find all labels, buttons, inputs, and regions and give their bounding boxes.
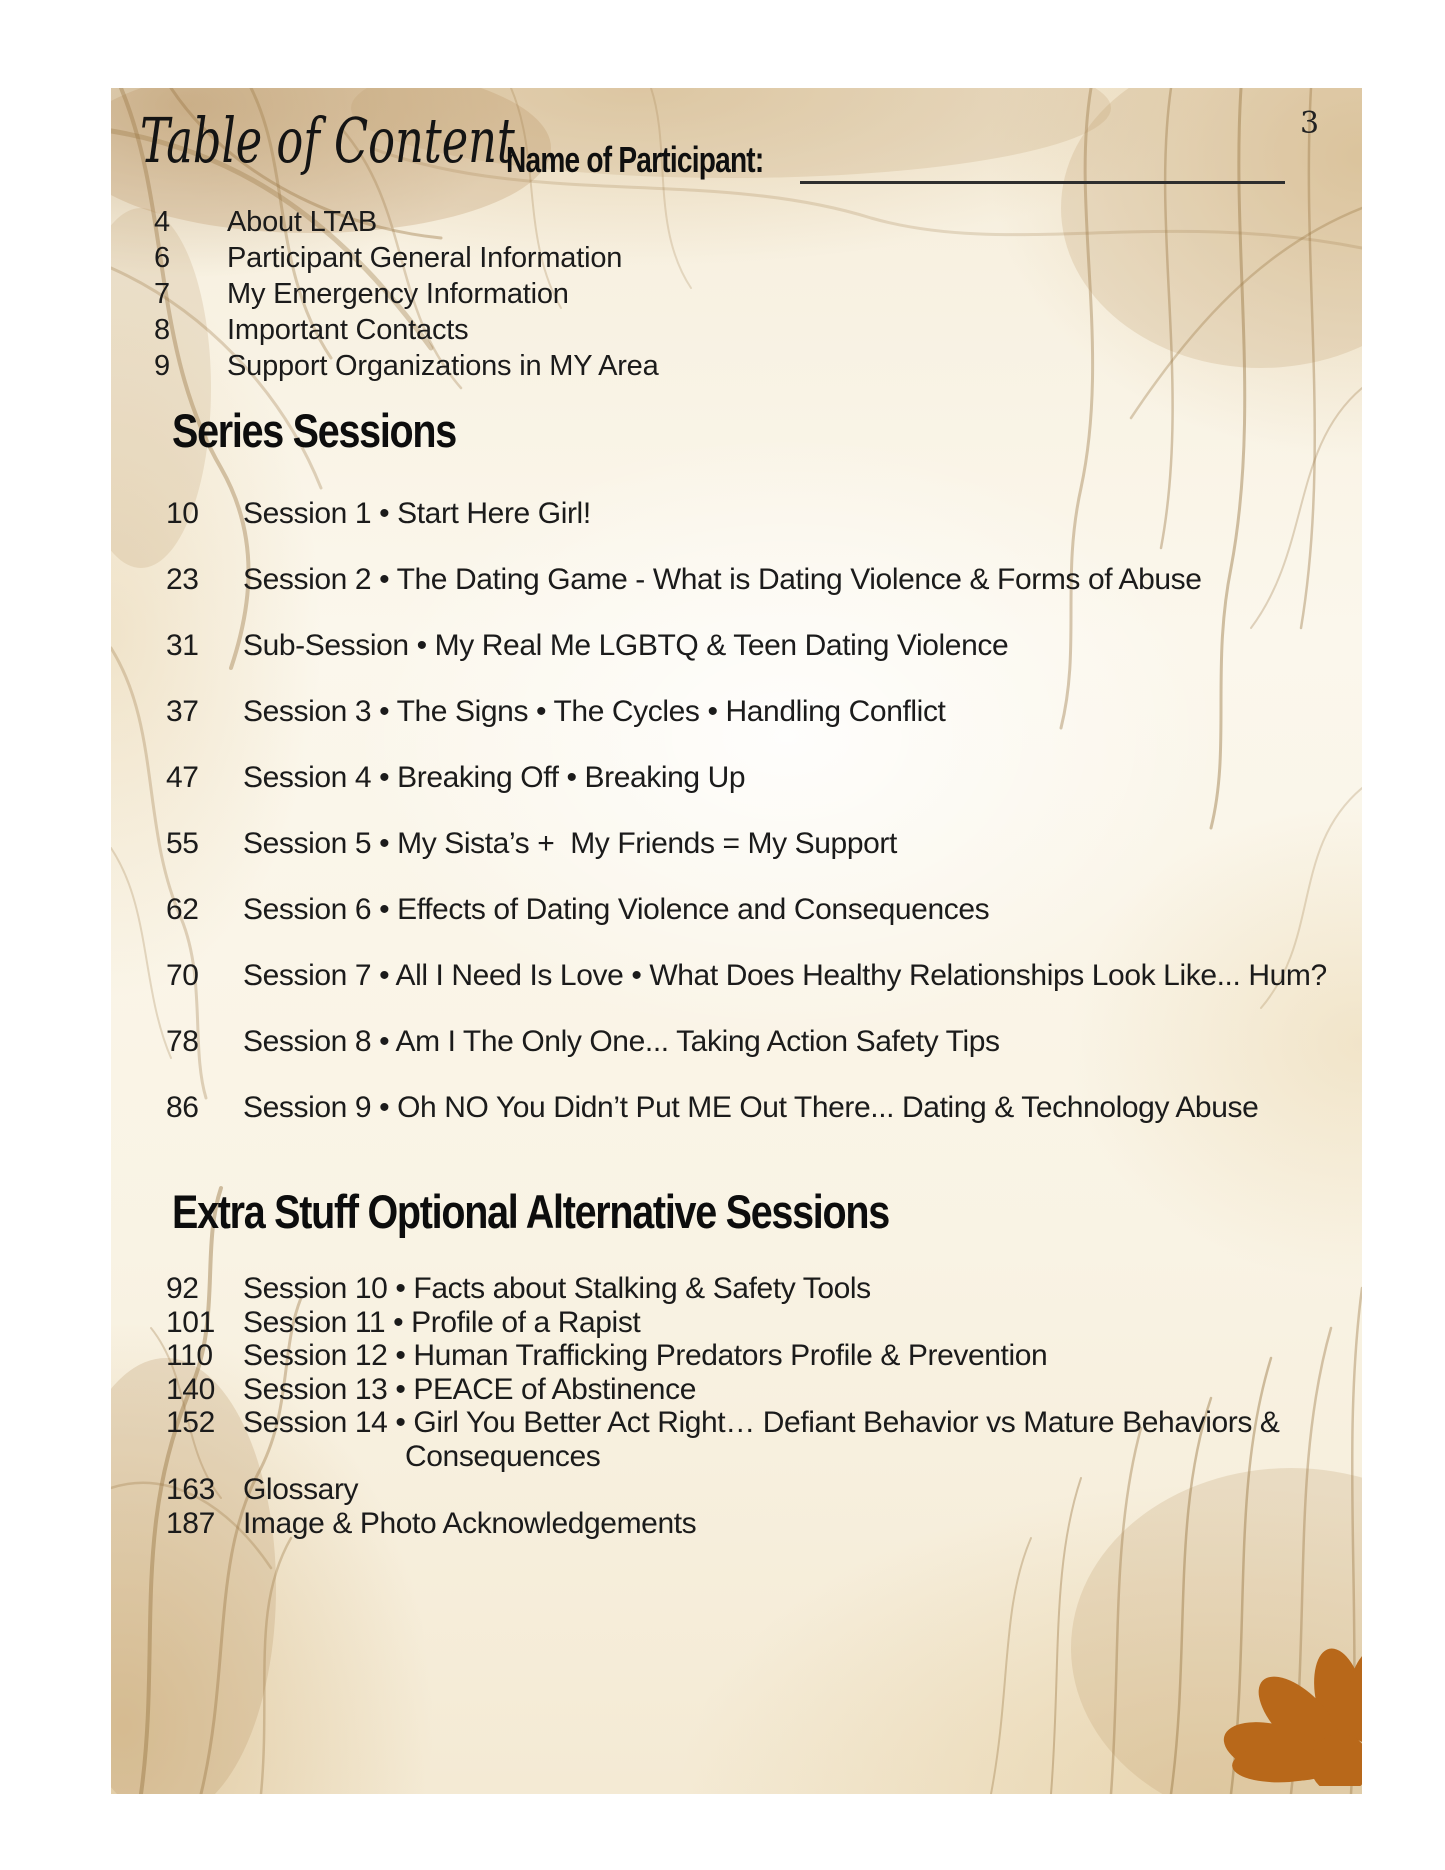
toc-page-number: 31 [166, 629, 199, 662]
toc-page-number: 37 [166, 695, 199, 728]
toc-row [166, 1473, 1280, 1507]
toc-page-number: 140 [166, 1372, 215, 1406]
toc-row [166, 1306, 1280, 1340]
toc-page-number: 23 [166, 563, 199, 596]
toc-page-number: 92 [166, 1272, 199, 1305]
toc-page-number: 187 [166, 1506, 215, 1540]
toc-row [166, 560, 1327, 600]
series-sessions-heading [172, 404, 510, 457]
toc-row [166, 1272, 1280, 1306]
toc-item-title: Session 4 • Breaking Off • Breaking Up [243, 761, 746, 794]
extra-sessions-heading-text: Extra Stuff Optional Alternative Sessions [172, 1185, 889, 1238]
toc-page-number: 10 [166, 497, 199, 530]
participant-name-fill-line [800, 181, 1285, 184]
participant-name-label [506, 140, 836, 180]
toc-row [166, 626, 1327, 666]
toc-row [166, 1022, 1327, 1062]
toc-row [166, 824, 1327, 864]
toc-item-title: Important Contacts [227, 314, 469, 346]
toc-page-number: 101 [166, 1305, 215, 1339]
toc-page-number: 4 [154, 206, 170, 238]
toc-item-title: Session 8 • Am I The Only One... Taking Action Safety Tips [243, 1025, 1000, 1058]
toc-page-number: 7 [154, 278, 170, 310]
toc-page-number: 110 [166, 1339, 213, 1372]
toc-page-number: 70 [166, 959, 199, 992]
toc-item-title: Session 9 • Oh NO You Didn’t Put ME Out There... Dating & Technology Abuse [243, 1091, 1259, 1124]
front-matter-list [154, 204, 659, 384]
paper-background [111, 88, 1362, 1794]
toc-page-number: 152 [166, 1406, 215, 1439]
series-sessions-list [166, 494, 1327, 1154]
toc-row [154, 312, 659, 348]
toc-item-title: Session 2 • The Dating Game - What is Dating Violence & Forms of Abuse [243, 563, 1202, 596]
toc-item-title: Session 1 • Start Here Girl! [243, 497, 591, 530]
extra-sessions-heading [172, 1185, 1025, 1238]
toc-item-title: Session 13 • PEACE of Abstinence [243, 1372, 696, 1406]
page-number: 3 [1300, 106, 1320, 141]
toc-item-title: Consequences [405, 1439, 601, 1473]
participant-name-label-text: Name of Participant: [506, 139, 764, 180]
toc-item-title: Support Organizations in MY Area [227, 350, 659, 382]
toc-page-number: 78 [166, 1025, 199, 1058]
toc-page-number: 62 [166, 893, 199, 926]
toc-page-number: 6 [154, 242, 170, 274]
toc-item-title: Image & Photo Acknowledgements [243, 1506, 697, 1540]
toc-row [166, 1373, 1280, 1407]
toc-page-number: 163 [166, 1473, 215, 1506]
toc-row [154, 348, 659, 384]
toc-script-title: Table of Content [140, 104, 515, 177]
toc-row [166, 1339, 1280, 1373]
toc-item-title: Glossary [243, 1473, 359, 1506]
toc-page-number: 8 [154, 314, 170, 346]
toc-item-title: Session 3 • The Signs • The Cycles • Handling Conflict [243, 695, 946, 728]
toc-row [154, 240, 659, 276]
toc-item-title: Session 10 • Facts about Stalking & Safety Tools [243, 1272, 871, 1305]
toc-item-title: Sub-Session • My Real Me LGBTQ & Teen Dating Violence [243, 629, 1009, 662]
toc-row [166, 1440, 1280, 1474]
toc-row [166, 1406, 1280, 1440]
toc-item-title: Session 14 • Girl You Better Act Right… Defiant Behavior vs Mature Behaviors & [243, 1406, 1280, 1439]
toc-item-title: Session 11 • Profile of a Rapist [243, 1305, 641, 1339]
toc-item-title: Session 5 • My Sista’s + My Friends = My Support [243, 827, 897, 860]
toc-row [166, 494, 1327, 534]
toc-page-number: 47 [166, 761, 199, 794]
extra-sessions-list [166, 1272, 1280, 1540]
toc-item-title: Session 6 • Effects of Dating Violence and Consequences [243, 893, 990, 926]
toc-page-number: 9 [154, 350, 170, 382]
toc-row [154, 276, 659, 312]
toc-row [166, 692, 1327, 732]
toc-row [166, 1088, 1327, 1128]
toc-item-title: About LTAB [227, 206, 378, 238]
toc-item-title: Session 12 • Human Trafficking Predators Profile & Prevention [243, 1339, 1048, 1372]
toc-page-number: 86 [166, 1091, 199, 1124]
flower-ornament [1190, 1626, 1362, 1786]
toc-item-title: My Emergency Information [227, 278, 569, 310]
toc-item-title: Participant General Information [227, 242, 623, 274]
toc-row [166, 956, 1327, 996]
toc-item-title: Session 7 • All I Need Is Love • What Does Healthy Relationships Look Like... Hum? [243, 959, 1327, 992]
toc-row [154, 204, 659, 240]
toc-row [166, 758, 1327, 798]
toc-row [166, 1507, 1280, 1541]
series-sessions-heading-text: Series Sessions [172, 404, 456, 457]
toc-row [166, 890, 1327, 930]
toc-page-number: 55 [166, 827, 199, 860]
